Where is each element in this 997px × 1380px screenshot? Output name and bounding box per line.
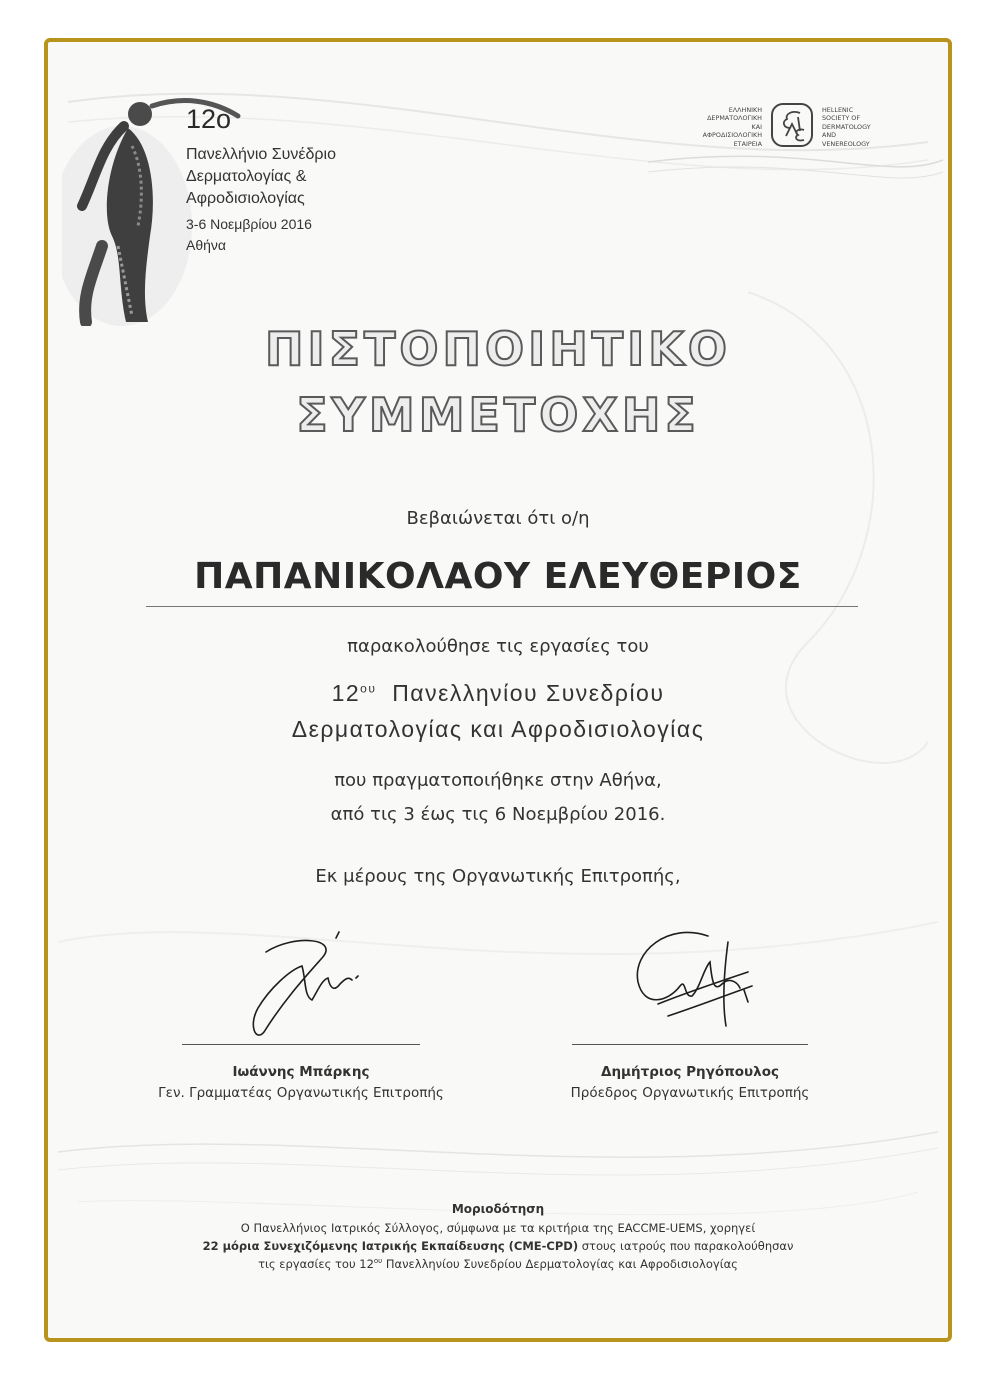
signature-2-icon xyxy=(628,922,758,1034)
society-english-line: HELLENIC xyxy=(822,106,854,114)
event-title-line-2: Δερματολογίας και Αφροδισιολογίας xyxy=(291,716,705,742)
society-greek-line: ΑΦΡΟΔΙΣΙΟΛΟΓΙΚΗ xyxy=(702,131,762,140)
credits-line-3-start: τις εργασίες του 12 xyxy=(258,1257,374,1271)
society-english-line: SOCIETY OF xyxy=(822,114,861,123)
signatory-1-name: Ιωάννης Μπάρκης xyxy=(232,1064,370,1080)
edae-monogram-icon xyxy=(770,102,814,148)
conference-dates: 3-6 Νοεμβρίου 2016 xyxy=(186,216,312,232)
on-behalf-text: Εκ μέρους της Οργανωτικής Επιτροπής, xyxy=(315,866,681,887)
conference-line-3: Αφροδισιολογίας xyxy=(186,190,305,207)
society-name-english xyxy=(822,106,871,148)
certificate-frame xyxy=(44,38,952,1342)
credits-line-3-end: Πανελληνίου Συνεδρίου Δερματολογίας και Αφροδισιολογίας xyxy=(382,1257,738,1271)
credits-line-2 xyxy=(48,1239,948,1253)
credits-points: 22 μόρια Συνεχιζόμενης Ιατρικής Εκπαίδευσης (CME-CPD) xyxy=(202,1239,579,1253)
society-greek-line: ΚΑΙ xyxy=(751,122,762,131)
society-english-line: AND xyxy=(822,131,837,140)
signatory-2-name: Δημήτριος Ρηγόπουλος xyxy=(601,1064,779,1080)
signatory-2-role: Πρόεδρος Οργανωτικής Επιτροπής xyxy=(570,1085,810,1101)
event-dates-text: από τις 3 έως τις 6 Νοεμβρίου 2016. xyxy=(330,804,666,825)
society-greek-line: ΕΛΛΗΝΙΚΗ xyxy=(728,106,762,114)
credits-line-2-rest: στους ιατρούς που παρακολούθησαν xyxy=(578,1239,794,1253)
certificate-title-line-2: ΣΥΜΜΕΤΟΧΗΣ xyxy=(296,388,700,442)
signature-1-icon xyxy=(244,930,374,1042)
credits-title: Μοριοδότηση xyxy=(451,1202,545,1216)
signature-1-line xyxy=(182,1044,420,1045)
event-number: 12 xyxy=(331,680,361,706)
recipient-underline xyxy=(146,606,858,607)
event-number-suffix: ου xyxy=(360,681,377,696)
society-english-line: DERMATOLOGY xyxy=(822,122,871,131)
credits-line-3 xyxy=(48,1257,948,1271)
recipient-name: ΠΑΠΑΝΙΚΟΛΑΟΥ ΕΛΕΥΘΕΡΙΟΣ xyxy=(194,556,802,597)
society-name-greek xyxy=(688,106,762,148)
certificate-title-line-1: ΠΙΣΤΟΠΟΙΗΤΙΚΟ xyxy=(265,322,731,376)
event-title-line-1 xyxy=(48,680,948,707)
conference-line-2: Δερματολογίας & xyxy=(186,168,307,185)
society-greek-line: ΕΤΑΙΡΕΙΑ xyxy=(733,139,762,148)
society-english-line: VENEREOLOGY xyxy=(822,139,870,148)
society-greek-line: ΔΕΡΜΑΤΟΛΟΓΙΚΗ xyxy=(707,114,762,123)
attest-text: Βεβαιώνεται ότι ο/η xyxy=(406,508,590,529)
credits-line-1: Ο Πανελλήνιος Ιατρικός Σύλλογος, σύμφωνα με τα κριτήρια της EACCME-UEMS, χορηγεί xyxy=(240,1221,756,1235)
credits-line-3-suffix: ου xyxy=(373,1257,383,1266)
signatory-1-role: Γεν. Γραμματέας Οργανωτικής Επιτροπής xyxy=(158,1085,444,1101)
conference-city: Αθήνα xyxy=(186,237,227,253)
event-location-text: που πραγματοποιήθηκε στην Αθήνα, xyxy=(334,770,662,791)
attended-text: παρακολούθησε τις εργασίες του xyxy=(347,636,649,657)
conference-line-1: Πανελλήνιο Συνέδριο xyxy=(186,146,336,163)
event-title-rest: Πανελληνίου Συνεδρίου xyxy=(392,680,665,706)
conference-dates-block xyxy=(186,214,312,256)
signature-2-line xyxy=(572,1044,808,1045)
conference-name xyxy=(186,144,336,210)
conference-number: 12ο xyxy=(186,104,232,134)
